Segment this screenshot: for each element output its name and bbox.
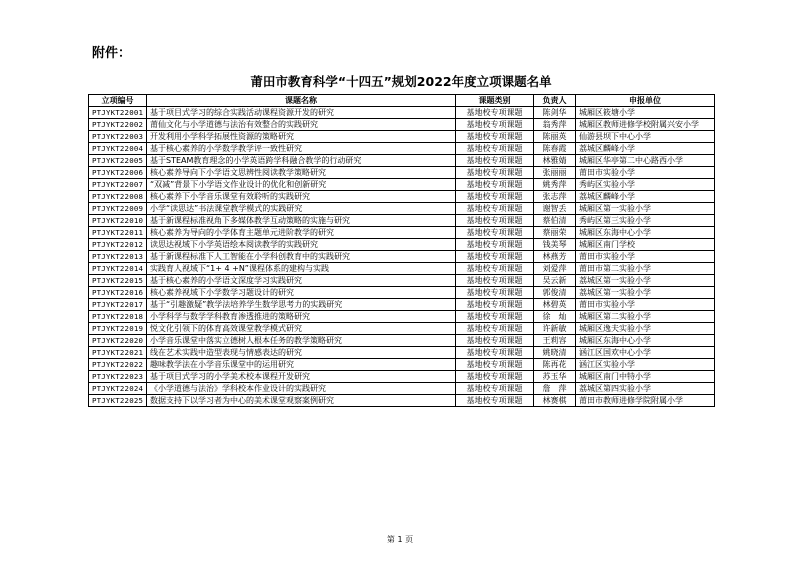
cell-name: 实践育人视域下“1+ 4 +N”课程体系的建构与实践 — [147, 263, 456, 275]
cell-name: 小学科学与数学学科教育渗透推进的策略研究 — [147, 311, 456, 323]
table-row — [89, 263, 715, 275]
cell-name: 基于新课程标准视角下多媒体教学互动策略的实施与研究 — [147, 215, 456, 227]
cell-id: PTJYKT22006 — [89, 167, 147, 179]
header-person: 负责人 — [534, 95, 576, 107]
cell-unit: 荔城区第一实验小学 — [576, 287, 715, 299]
table-row — [89, 335, 715, 347]
cell-name: 小学“读思达”书法课堂教学模式的实践研究 — [147, 203, 456, 215]
cell-category: 基地校专项课题 — [456, 395, 534, 407]
cell-person: 钱美琴 — [534, 239, 576, 251]
cell-name: 核心素养下小学音乐课堂有效聆听的实践研究 — [147, 191, 456, 203]
table-row — [89, 347, 715, 359]
cell-name: 小学音乐课堂中落实立德树人根本任务的教学策略研究 — [147, 335, 456, 347]
cell-id: PTJYKT22009 — [89, 203, 147, 215]
cell-person: 姚晓清 — [534, 347, 576, 359]
cell-name: 莆仙文化与小学道德与法治有效整合的实践研究 — [147, 119, 456, 131]
cell-category: 基地校专项课题 — [456, 311, 534, 323]
cell-category: 基地校专项课题 — [456, 191, 534, 203]
cell-person: 蔡伯清 — [534, 215, 576, 227]
cell-id: PTJYKT22022 — [89, 359, 147, 371]
header-category: 课题类别 — [456, 95, 534, 107]
cell-unit: 莆田市教师进修学院附属小学 — [576, 395, 715, 407]
cell-category: 基地校专项课题 — [456, 155, 534, 167]
cell-id: PTJYKT22016 — [89, 287, 147, 299]
cell-unit: 秀屿区实验小学 — [576, 179, 715, 191]
cell-id: PTJYKT22011 — [89, 227, 147, 239]
cell-category: 基地校专项课题 — [456, 239, 534, 251]
table-row — [89, 395, 715, 407]
cell-name: 数据支持下以学习者为中心的美术课堂观察案例研究 — [147, 395, 456, 407]
cell-person: 蔡丽荣 — [534, 227, 576, 239]
table-row — [89, 323, 715, 335]
cell-category: 基地校专项课题 — [456, 227, 534, 239]
cell-id: PTJYKT22008 — [89, 191, 147, 203]
table-row — [89, 167, 715, 179]
cell-unit: 莆田市第二实验小学 — [576, 263, 715, 275]
cell-unit: 涵江区国欢中心小学 — [576, 347, 715, 359]
page-number: 第 1 页 — [386, 535, 414, 544]
cell-unit: 城厢区华亭第二中心路西小学 — [576, 155, 715, 167]
table-row — [89, 143, 715, 155]
cell-unit: 涵江区实验小学 — [576, 359, 715, 371]
cell-unit: 荔城区第四实验小学 — [576, 383, 715, 395]
cell-name: 核心素养导向下小学语文思辨性阅读教学策略研究 — [147, 167, 456, 179]
cell-unit: 仙游县坝下中心小学 — [576, 131, 715, 143]
cell-id: PTJYKT22012 — [89, 239, 147, 251]
cell-category: 基地校专项课题 — [456, 167, 534, 179]
cell-person: 徐 灿 — [534, 311, 576, 323]
cell-unit: 城厢区筱塘小学 — [576, 107, 715, 119]
cell-unit: 莆田市实验小学 — [576, 167, 715, 179]
table-row — [89, 371, 715, 383]
cell-person: 张志萍 — [534, 191, 576, 203]
header-unit: 申报单位 — [576, 95, 715, 107]
attachment-label: 附件： — [92, 46, 132, 61]
cell-unit: 城厢区东海中心小学 — [576, 227, 715, 239]
cell-person: 陈丽英 — [534, 131, 576, 143]
cell-category: 基地校专项课题 — [456, 215, 534, 227]
cell-category: 基地校专项课题 — [456, 251, 534, 263]
cell-name: 基于新课程标准下人工智能在小学科创教育中的实践研究 — [147, 251, 456, 263]
cell-person: 林碧英 — [534, 299, 576, 311]
cell-id: PTJYKT22021 — [89, 347, 147, 359]
cell-unit: 秀屿区第三实验小学 — [576, 215, 715, 227]
cell-category: 基地校专项课题 — [456, 335, 534, 347]
cell-id: PTJYKT22014 — [89, 263, 147, 275]
cell-id: PTJYKT22024 — [89, 383, 147, 395]
cell-name: 基于项目式学习的综合实践活动课程资源开发的研究 — [147, 107, 456, 119]
cell-person: 许新敏 — [534, 323, 576, 335]
cell-name: 核心素养视域下小学数学习题设计的研究 — [147, 287, 456, 299]
cell-person: 吴云新 — [534, 275, 576, 287]
cell-id: PTJYKT22023 — [89, 371, 147, 383]
cell-id: PTJYKT22001 — [89, 107, 147, 119]
table-row — [89, 119, 715, 131]
cell-category: 基地校专项课题 — [456, 263, 534, 275]
document-title: 莆田市教育科学“十四五”规划2022年度立项课题名单 — [250, 74, 552, 89]
table-row — [89, 275, 715, 287]
cell-unit: 荔城区麟峰小学 — [576, 143, 715, 155]
cell-name: “双减”背景下小学语文作业设计的优化和创新研究 — [147, 179, 456, 191]
cell-category: 基地校专项课题 — [456, 371, 534, 383]
cell-category: 基地校专项课题 — [456, 143, 534, 155]
cell-id: PTJYKT22015 — [89, 275, 147, 287]
cell-unit: 城厢区东海中心小学 — [576, 335, 715, 347]
table-row — [89, 155, 715, 167]
cell-person: 谢智丢 — [534, 203, 576, 215]
cell-unit: 莆田市实验小学 — [576, 299, 715, 311]
cell-name: 《小学道德与法治》学科校本作业设计的实践研究 — [147, 383, 456, 395]
cell-name: 趣味教学法在小学音乐课堂中的运用研究 — [147, 359, 456, 371]
cell-unit: 城厢区教师进修学校附属兴安小学 — [576, 119, 715, 131]
cell-category: 基地校专项课题 — [456, 323, 534, 335]
cell-category: 基地校专项课题 — [456, 131, 534, 143]
header-id: 立项编号 — [89, 95, 147, 107]
cell-name: 基于核心素养的小学语文深度学习实践研究 — [147, 275, 456, 287]
cell-id: PTJYKT22017 — [89, 299, 147, 311]
table-row — [89, 251, 715, 263]
cell-category: 基地校专项课题 — [456, 107, 534, 119]
cell-person: 张丽丽 — [534, 167, 576, 179]
cell-id: PTJYKT22005 — [89, 155, 147, 167]
cell-person: 郭俊清 — [534, 287, 576, 299]
cell-name: 基于核心素养的小学数学教学评一致性研究 — [147, 143, 456, 155]
cell-name: 开发利用小学科学拓展性资源的策略研究 — [147, 131, 456, 143]
table-row — [89, 287, 715, 299]
cell-category: 基地校专项课题 — [456, 347, 534, 359]
cell-name: 线在艺术实践中造型表现与情感表达的研究 — [147, 347, 456, 359]
cell-name: 基于项目式学习的小学美术校本课程开发研究 — [147, 371, 456, 383]
project-table — [88, 94, 715, 407]
cell-id: PTJYKT22002 — [89, 119, 147, 131]
cell-person: 詹 萍 — [534, 383, 576, 395]
cell-id: PTJYKT22007 — [89, 179, 147, 191]
table-row — [89, 131, 715, 143]
cell-person: 姚秀萍 — [534, 179, 576, 191]
cell-person: 翁秀萍 — [534, 119, 576, 131]
cell-category: 基地校专项课题 — [456, 287, 534, 299]
cell-category: 基地校专项课题 — [456, 203, 534, 215]
cell-unit: 城厢区第二实验小学 — [576, 311, 715, 323]
cell-person: 刘爱萍 — [534, 263, 576, 275]
cell-person: 林赛棋 — [534, 395, 576, 407]
header-name: 课题名称 — [147, 95, 456, 107]
table-row — [89, 311, 715, 323]
table-header-row — [89, 95, 715, 107]
cell-id: PTJYKT22025 — [89, 395, 147, 407]
cell-unit: 城厢区逸夫实验小学 — [576, 323, 715, 335]
table-row — [89, 203, 715, 215]
table-row — [89, 215, 715, 227]
cell-category: 基地校专项课题 — [456, 275, 534, 287]
cell-person: 王莉容 — [534, 335, 576, 347]
table-row — [89, 191, 715, 203]
table-row — [89, 359, 715, 371]
cell-category: 基地校专项课题 — [456, 359, 534, 371]
cell-unit: 城厢区南门中特小学 — [576, 371, 715, 383]
cell-category: 基地校专项课题 — [456, 383, 534, 395]
cell-name: 基于“引趣激疑”教学法培养学生数学思考力的实践研究 — [147, 299, 456, 311]
cell-name: 基于STEAM教育理念的小学英语跨学科融合教学的行动研究 — [147, 155, 456, 167]
cell-person: 林雅婧 — [534, 155, 576, 167]
cell-category: 基地校专项课题 — [456, 179, 534, 191]
table-row — [89, 107, 715, 119]
cell-unit: 城厢区第一实验小学 — [576, 203, 715, 215]
table-row — [89, 383, 715, 395]
cell-person: 陈剑华 — [534, 107, 576, 119]
cell-person: 苏玉华 — [534, 371, 576, 383]
cell-id: PTJYKT22004 — [89, 143, 147, 155]
cell-unit: 荔城区第一实验小学 — [576, 275, 715, 287]
cell-name: 读思达视域下小学英语绘本阅读教学的实践研究 — [147, 239, 456, 251]
table-row — [89, 227, 715, 239]
cell-id: PTJYKT22019 — [89, 323, 147, 335]
cell-unit: 莆田市实验小学 — [576, 251, 715, 263]
cell-person: 陈春霞 — [534, 143, 576, 155]
cell-id: PTJYKT22020 — [89, 335, 147, 347]
table-row — [89, 239, 715, 251]
cell-category: 基地校专项课题 — [456, 299, 534, 311]
table-row — [89, 299, 715, 311]
cell-category: 基地校专项课题 — [456, 119, 534, 131]
cell-id: PTJYKT22018 — [89, 311, 147, 323]
cell-unit: 荔城区麟峰小学 — [576, 191, 715, 203]
cell-id: PTJYKT22013 — [89, 251, 147, 263]
cell-unit: 城厢区南门学校 — [576, 239, 715, 251]
cell-id: PTJYKT22003 — [89, 131, 147, 143]
cell-name: 核心素养为导向的小学体育主题单元进阶教学的研究 — [147, 227, 456, 239]
table-row — [89, 179, 715, 191]
cell-person: 林燕芳 — [534, 251, 576, 263]
cell-name: 悦文化引领下的体育高效课堂教学模式研究 — [147, 323, 456, 335]
cell-id: PTJYKT22010 — [89, 215, 147, 227]
cell-person: 陈再花 — [534, 359, 576, 371]
